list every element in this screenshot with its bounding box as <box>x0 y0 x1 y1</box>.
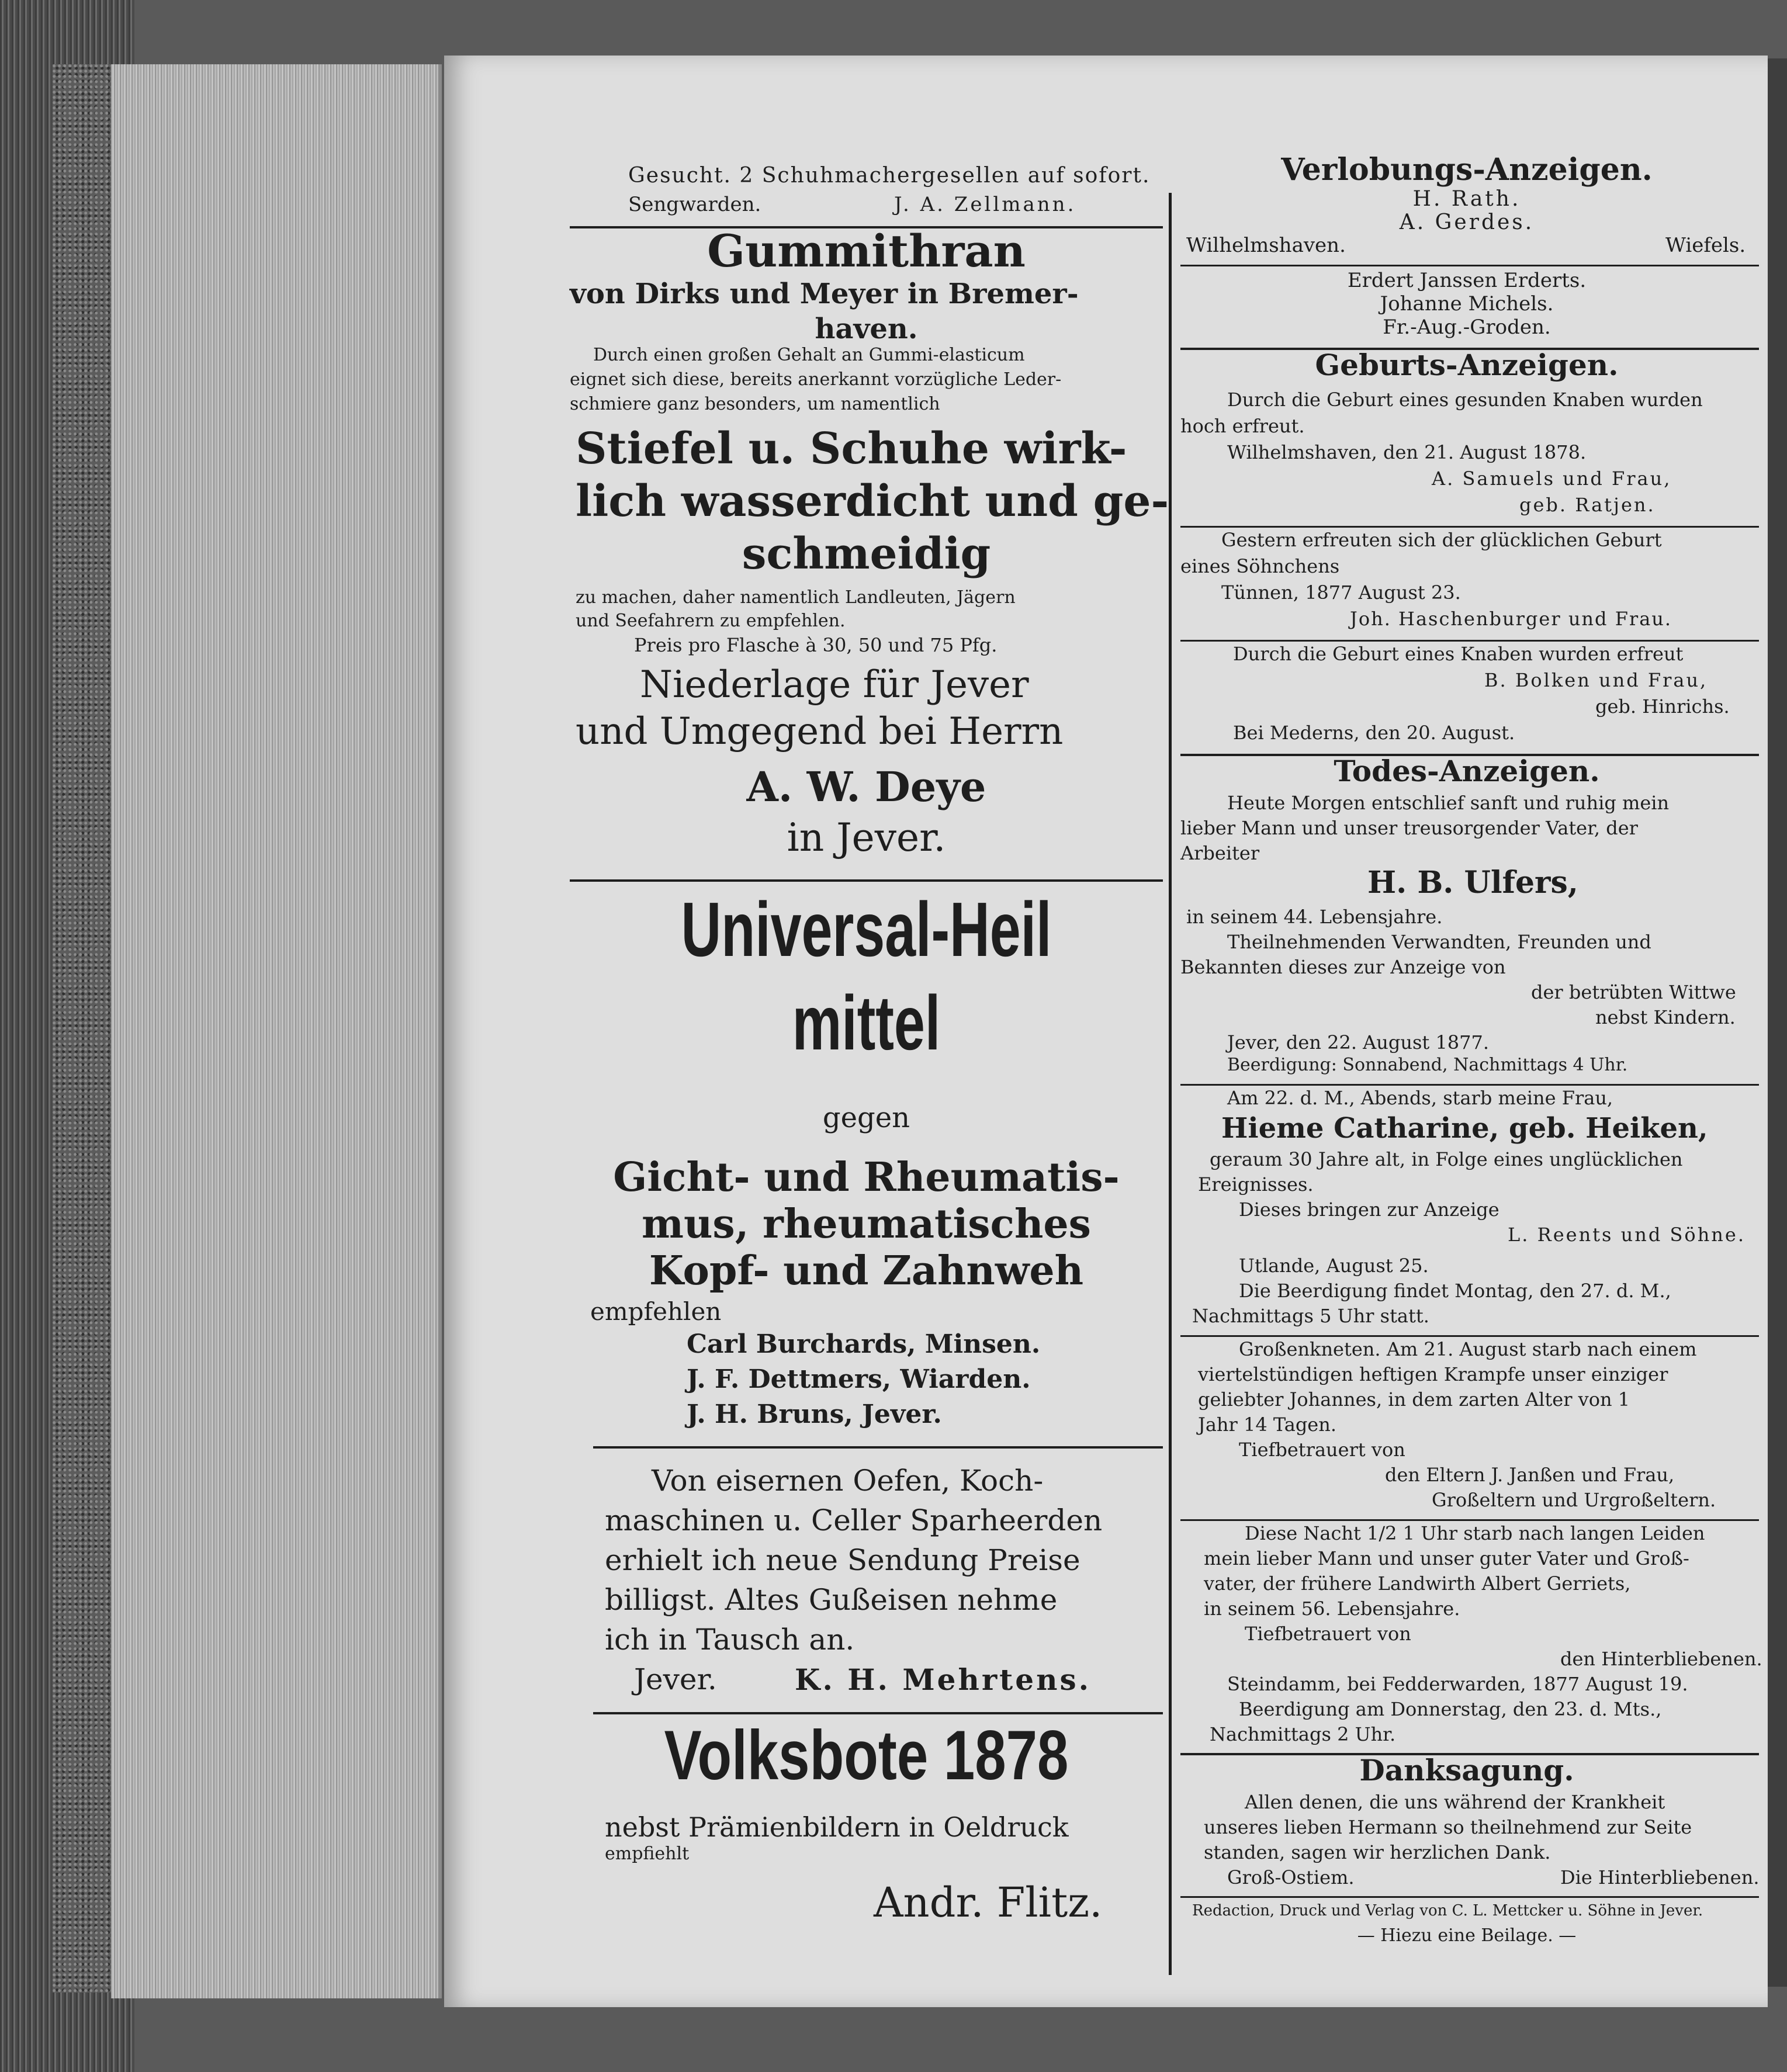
imprint-line-2: — Hiezu eine Beilage. — <box>1357 1925 1577 1946</box>
volksbote-name: Andr. Flitz. <box>874 1879 1103 1927</box>
tod-n3-4: Jahr 14 Tagen. <box>1198 1413 1337 1436</box>
tod-n2b-6: Die Beerdigung findet Montag, den 27. d. M., <box>1239 1280 1671 1302</box>
geburt-n1-5: geb. Ratjen. <box>1519 494 1656 516</box>
universal-title-2: mittel <box>792 980 941 1066</box>
gummithran-body-2: eignet sich diese, bereits anerkannt vorzügliche Leder- <box>570 369 1062 390</box>
gummithran-body-3: schmiere ganz besonders, um namentlich <box>570 394 940 414</box>
divider <box>570 879 1163 882</box>
gummithran-depot-1: Niederlage für Jever <box>640 663 1029 706</box>
tod-n1b-2: Theilnehmenden Verwandten, Freunden und <box>1227 931 1651 953</box>
right-column <box>1175 56 1768 2007</box>
verlobung-p2: Wiefels. <box>1665 234 1746 257</box>
tod-n3-7: Großeltern und Urgroßeltern. <box>1432 1489 1716 1511</box>
universal-big-1: Gicht- und Rheumatis- <box>613 1154 1120 1201</box>
tod-n4-5: Tiefbetrauert von <box>1245 1623 1411 1645</box>
dank-place: Groß-Ostiem. <box>1227 1866 1355 1889</box>
dank-line-1: Allen denen, die uns während der Krankheit <box>1245 1791 1665 1813</box>
verlobung-p1: Wilhelmshaven. <box>1186 234 1346 257</box>
divider <box>1180 1084 1759 1086</box>
geburt-n3-4: Bei Mederns, den 20. August. <box>1233 722 1515 744</box>
tod-heading: Todes-Anzeigen. <box>1334 754 1600 788</box>
tod-n2b-5: Utlande, August 25. <box>1239 1255 1429 1277</box>
tod-n1b-4: der betrübten Wittwe <box>1531 981 1736 1003</box>
oefen-line-4: billigst. Altes Gußeisen nehme <box>605 1583 1058 1617</box>
tod-n3-6: den Eltern J. Janßen und Frau, <box>1385 1464 1675 1486</box>
newspaper-page <box>444 56 1768 2007</box>
tod-n1a-2: lieber Mann und unser treusorgender Vater, der <box>1180 817 1638 839</box>
divider <box>1180 1519 1759 1521</box>
tod-n2b-2: Ereignisses. <box>1198 1173 1314 1196</box>
gummithran-depot-2: und Umgegend bei Herrn <box>576 710 1064 753</box>
geburt-n2-2: eines Söhnchens <box>1180 555 1340 577</box>
imprint-line-1: Redaction, Druck und Verlag von C. L. Mettcker u. Söhne in Jever. <box>1192 1902 1703 1919</box>
gummithran-price: Preis pro Flasche à 30, 50 und 75 Pfg. <box>634 634 998 656</box>
tod-n2b-4: L. Reents und Söhne. <box>1508 1224 1746 1246</box>
dank-line-3: standen, sagen wir herzlichen Dank. <box>1204 1841 1551 1863</box>
divider <box>1180 265 1759 266</box>
tod-n2a: Am 22. d. M., Abends, starb meine Frau, <box>1227 1087 1613 1109</box>
geburt-n1-4: A. Samuels und Frau, <box>1432 467 1672 490</box>
tod-n2b-3: Dieses bringen zur Anzeige <box>1239 1198 1499 1221</box>
gummithran-body2-1: zu machen, daher namentlich Landleuten, Jägern <box>576 587 1016 608</box>
universal-title-1: Universal-Heil <box>681 886 1052 972</box>
universal-big-2: mus, rheumatisches <box>642 1201 1091 1248</box>
tod-n1b-1: in seinem 44. Lebensjahre. <box>1186 906 1443 928</box>
geburt-n1-2: hoch erfreut. <box>1180 415 1305 437</box>
verlobung-b3: Fr.-Aug.-Groden. <box>1383 316 1551 339</box>
geburt-n3-2: B. Bolken und Frau, <box>1484 669 1708 691</box>
tod-n4-8: Beerdigung am Donnerstag, den 23. d. Mts., <box>1239 1698 1662 1720</box>
tod-n1b-3: Bekannten dieses zur Anzeige von <box>1180 956 1506 978</box>
tod-n1b-5: nebst Kindern. <box>1595 1006 1736 1028</box>
tod-n4-7: Steindamm, bei Fedderwarden, 1877 August 19. <box>1227 1673 1688 1695</box>
divider <box>1180 526 1759 528</box>
gummithran-big-1: Stiefel u. Schuhe wirk- <box>576 424 1127 474</box>
universal-name-3: J. H. Bruns, Jever. <box>687 1399 942 1429</box>
divider <box>1180 640 1759 642</box>
tod-n3-5: Tiefbetrauert von <box>1239 1439 1405 1461</box>
volksbote-nebst: nebst Prämienbildern in Oeldruck <box>605 1811 1069 1843</box>
tod-n2b-7: Nachmittags 5 Uhr statt. <box>1192 1305 1429 1327</box>
tod-n3-1: Großenkneten. Am 21. August starb nach einem <box>1239 1338 1697 1360</box>
tod-n2b-1: geraum 30 Jahre alt, in Folge eines unglücklichen <box>1210 1148 1683 1170</box>
tod-n4-3: vater, der frühere Landwirth Albert Gerriets, <box>1204 1572 1631 1595</box>
gummithran-title: Gummithran <box>707 225 1026 277</box>
gummithran-sub2: haven. <box>815 313 918 345</box>
verlobung-b2: Johanne Michels. <box>1380 292 1554 316</box>
dank-heading: Danksagung. <box>1359 1753 1574 1787</box>
oefen-line-5: ich in Tausch an. <box>605 1623 855 1657</box>
tod-n3-2: viertelstündigen heftigen Krampfe unser einziger <box>1198 1363 1668 1385</box>
tod-n4-9: Nachmittags 2 Uhr. <box>1210 1723 1396 1745</box>
geburt-n2-1: Gestern erfreuten sich der glücklichen Geburt <box>1221 529 1662 551</box>
tod-n2-name: Hieme Catharine, geb. Heiken, <box>1221 1112 1708 1145</box>
marbled-cover-board <box>53 64 117 1993</box>
geburt-n1-1: Durch die Geburt eines gesunden Knaben wurden <box>1227 389 1703 411</box>
gummithran-body2-2: und Seefahrern zu empfehlen. <box>576 611 846 631</box>
divider <box>1180 1335 1759 1337</box>
oefen-name: K. H. Mehrtens. <box>795 1662 1091 1697</box>
divider <box>1180 1896 1759 1898</box>
gummithran-agent: A. W. Deye <box>746 763 986 811</box>
gummithran-big-3: schmeidig <box>742 529 991 579</box>
universal-gegen: gegen <box>822 1101 910 1134</box>
verlobung-a2: A. Gerdes. <box>1399 210 1535 234</box>
geburt-n2-3: Tünnen, 1877 August 23. <box>1221 581 1461 604</box>
geburt-heading: Geburts-Anzeigen. <box>1315 348 1619 382</box>
oefen-line-3: erhielt ich neue Sendung Preise <box>605 1543 1080 1577</box>
tod-n1b-6: Jever, den 22. August 1877. <box>1227 1031 1490 1054</box>
page-edges <box>111 64 442 1998</box>
geburt-n3-3: geb. Hinrichs. <box>1595 695 1730 718</box>
dank-sign: Die Hinterbliebenen. <box>1560 1866 1760 1889</box>
oefen-line-2: maschinen u. Celler Sparheerden <box>605 1503 1103 1537</box>
tod-n1b-7: Beerdigung: Sonnabend, Nachmittags 4 Uhr. <box>1227 1055 1628 1075</box>
column-rule <box>1169 193 1172 1975</box>
tod-n3-3: geliebter Johannes, in dem zarten Alter von 1 <box>1198 1388 1630 1411</box>
tod-n1a-1: Heute Morgen entschlief sanft und ruhig mein <box>1227 792 1670 814</box>
tod-n4-6: den Hinterbliebenen. <box>1560 1648 1762 1670</box>
tod-n1a-3: Arbeiter <box>1180 842 1260 864</box>
oefen-line-1: Von eisernen Oefen, Koch- <box>652 1464 1044 1498</box>
tod-n4-1: Diese Nacht 1/2 1 Uhr starb nach langen Leiden <box>1245 1522 1705 1544</box>
universal-name-1: Carl Burchards, Minsen. <box>687 1329 1041 1359</box>
tod-n1-name: H. B. Ulfers, <box>1367 865 1578 900</box>
left-column <box>444 56 1169 2007</box>
geburt-n1-3: Wilhelmshaven, den 21. August 1878. <box>1227 441 1587 463</box>
verlobung-heading: Verlobungs-Anzeigen. <box>1281 152 1653 188</box>
volksbote-empfiehlt: empfiehlt <box>605 1844 690 1864</box>
universal-big-3: Kopf- und Zahnweh <box>649 1248 1084 1294</box>
volksbote-title: Volksbote 1878 <box>664 1716 1069 1794</box>
verlobung-a1: H. Rath. <box>1412 187 1521 211</box>
oefen-place: Jever. <box>634 1662 717 1696</box>
tod-n4-4: in seinem 56. Lebensjahre. <box>1204 1598 1460 1620</box>
divider <box>593 1446 1163 1449</box>
gummithran-body-1: Durch einen großen Gehalt an Gummi-elasticum <box>593 345 1025 365</box>
gummithran-big-2: lich wasserdicht und ge- <box>576 476 1169 526</box>
tod-n4-2: mein lieber Mann und unser guter Vater und Groß- <box>1204 1547 1689 1569</box>
gesucht-place: Sengwarden. <box>628 193 761 216</box>
geburt-n3-1: Durch die Geburt eines Knaben wurden erfreut <box>1233 643 1684 665</box>
universal-empfehlen: empfehlen <box>590 1297 722 1326</box>
verlobung-b1: Erdert Janssen Erderts. <box>1347 269 1587 292</box>
geburt-n2-4: Joh. Haschenburger und Frau. <box>1350 608 1672 630</box>
dank-line-2: unseres lieben Hermann so theilnehmend zur Seite <box>1204 1816 1692 1838</box>
gummithran-sub1: von Dirks und Meyer in Bremer- <box>570 278 1079 310</box>
gesucht-name: J. A. Zellmann. <box>894 193 1076 216</box>
divider <box>593 1712 1163 1714</box>
gesucht-line: Gesucht. 2 Schuhmachergesellen auf sofort. <box>628 164 1151 188</box>
universal-name-2: J. F. Dettmers, Wiarden. <box>687 1364 1031 1394</box>
gummithran-city: in Jever. <box>787 815 946 860</box>
